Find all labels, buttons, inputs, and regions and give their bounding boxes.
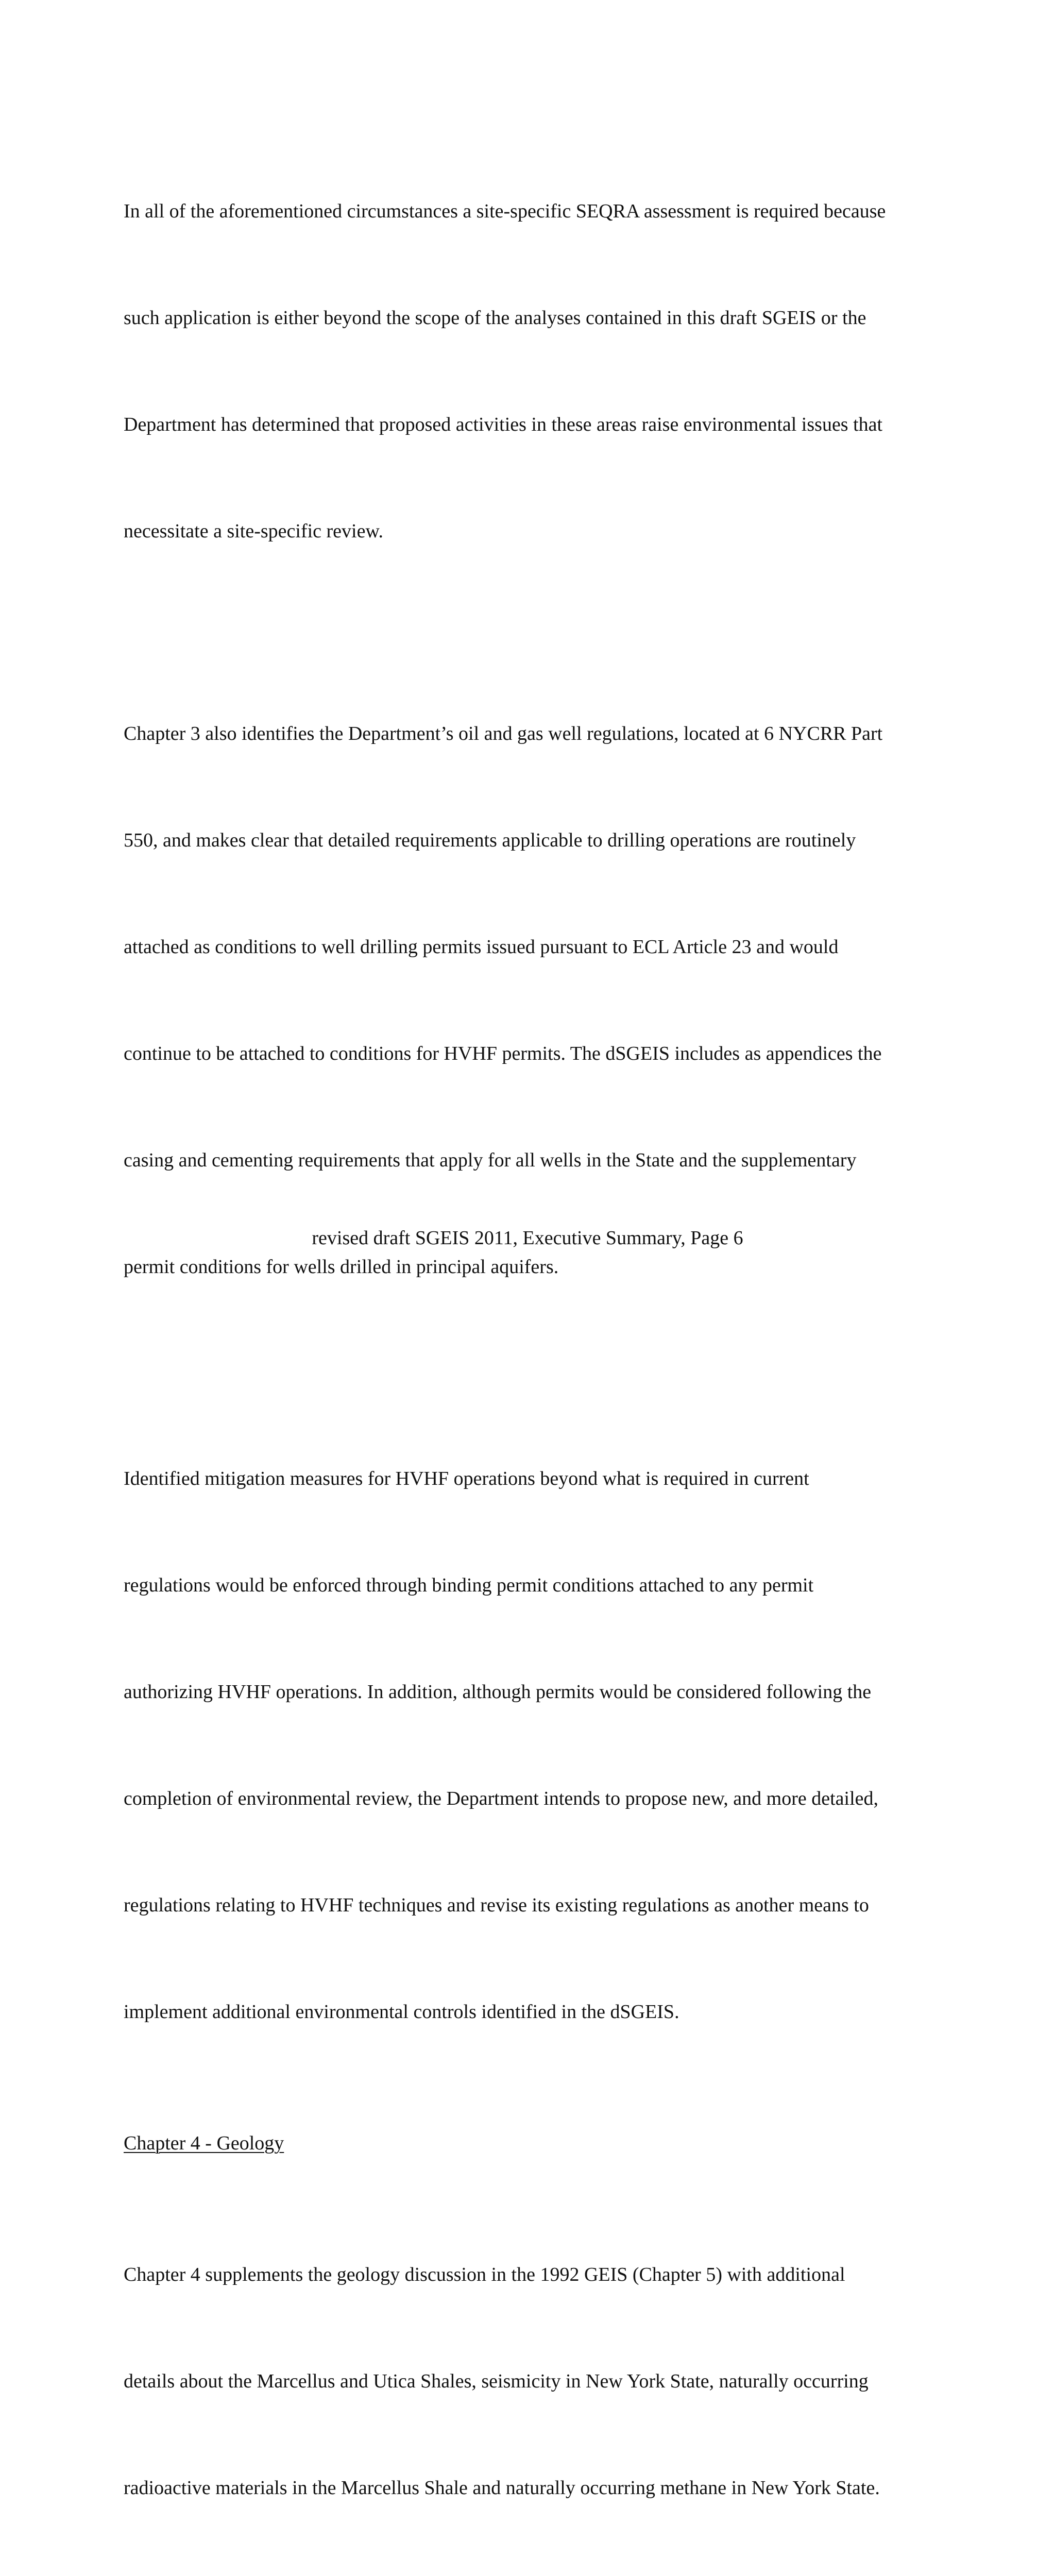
paragraph-spacer xyxy=(124,1356,943,1390)
text-line: Identified mitigation measures for HVHF operations beyond what is required in current xyxy=(124,1468,809,1489)
text-line: casing and cementing requirements that apply for all wells in the State and the supplementary xyxy=(124,1149,857,1171)
text-line: Department has determined that proposed activities in these areas raise environmental issues that xyxy=(124,414,883,435)
text-line: such application is either beyond the scope of the analyses contained in this draft SGEIS or the xyxy=(124,307,866,329)
text-line: radioactive materials in the Marcellus Shale and naturally occurring methane in New York State. xyxy=(124,2477,880,2499)
text-line: Chapter 3 also identifies the Department’s oil and gas well regulations, located at 6 NYCRR Part xyxy=(124,723,883,744)
text-line: authorizing HVHF operations. In addition, although permits would be considered following the xyxy=(124,1681,872,1703)
paragraph-mitigation-measures xyxy=(124,1390,943,2101)
text-line: necessitate a site-specific review. xyxy=(124,520,383,542)
page-footer: revised draft SGEIS 2011, Executive Summary, Page 6 xyxy=(312,1227,743,1249)
text-line: permit conditions for wells drilled in principal aquifers. xyxy=(124,1256,559,1278)
paragraph-spacer xyxy=(124,2101,943,2126)
text-line: completion of environmental review, the Department intends to propose new, and more detailed, xyxy=(124,1788,879,1809)
text-line: 550, and makes clear that detailed requirements applicable to drilling operations are routinely xyxy=(124,829,856,851)
text-line: attached as conditions to well drilling permits issued pursuant to ECL Article 23 and would xyxy=(124,936,839,958)
text-line: details about the Marcellus and Utica Shales, seismicity in New York State, naturally occurring xyxy=(124,2370,869,2392)
paragraph-chapter-4-geology xyxy=(124,2186,943,2576)
text-line: regulations relating to HVHF techniques and revise its existing regulations as another means to xyxy=(124,1894,869,1916)
text-line: Chapter 4 supplements the geology discussion in the 1992 GEIS (Chapter 5) with additional xyxy=(124,2264,845,2285)
paragraph-site-specific-review xyxy=(124,123,943,620)
text-line: In all of the aforementioned circumstances a site-specific SEQRA assessment is required because xyxy=(124,200,886,222)
document-body xyxy=(124,123,943,2576)
text-line: continue to be attached to conditions for HVHF permits. The dSGEIS includes as appendices the xyxy=(124,1043,882,1064)
paragraph-spacer xyxy=(124,620,943,645)
section-heading-chapter-4: Chapter 4 - Geology xyxy=(124,2132,284,2154)
paragraph-spacer xyxy=(124,2161,943,2186)
text-line: regulations would be enforced through binding permit conditions attached to any permit xyxy=(124,1574,814,1596)
text-line: implement additional environmental controls identified in the dSGEIS. xyxy=(124,2001,679,2023)
